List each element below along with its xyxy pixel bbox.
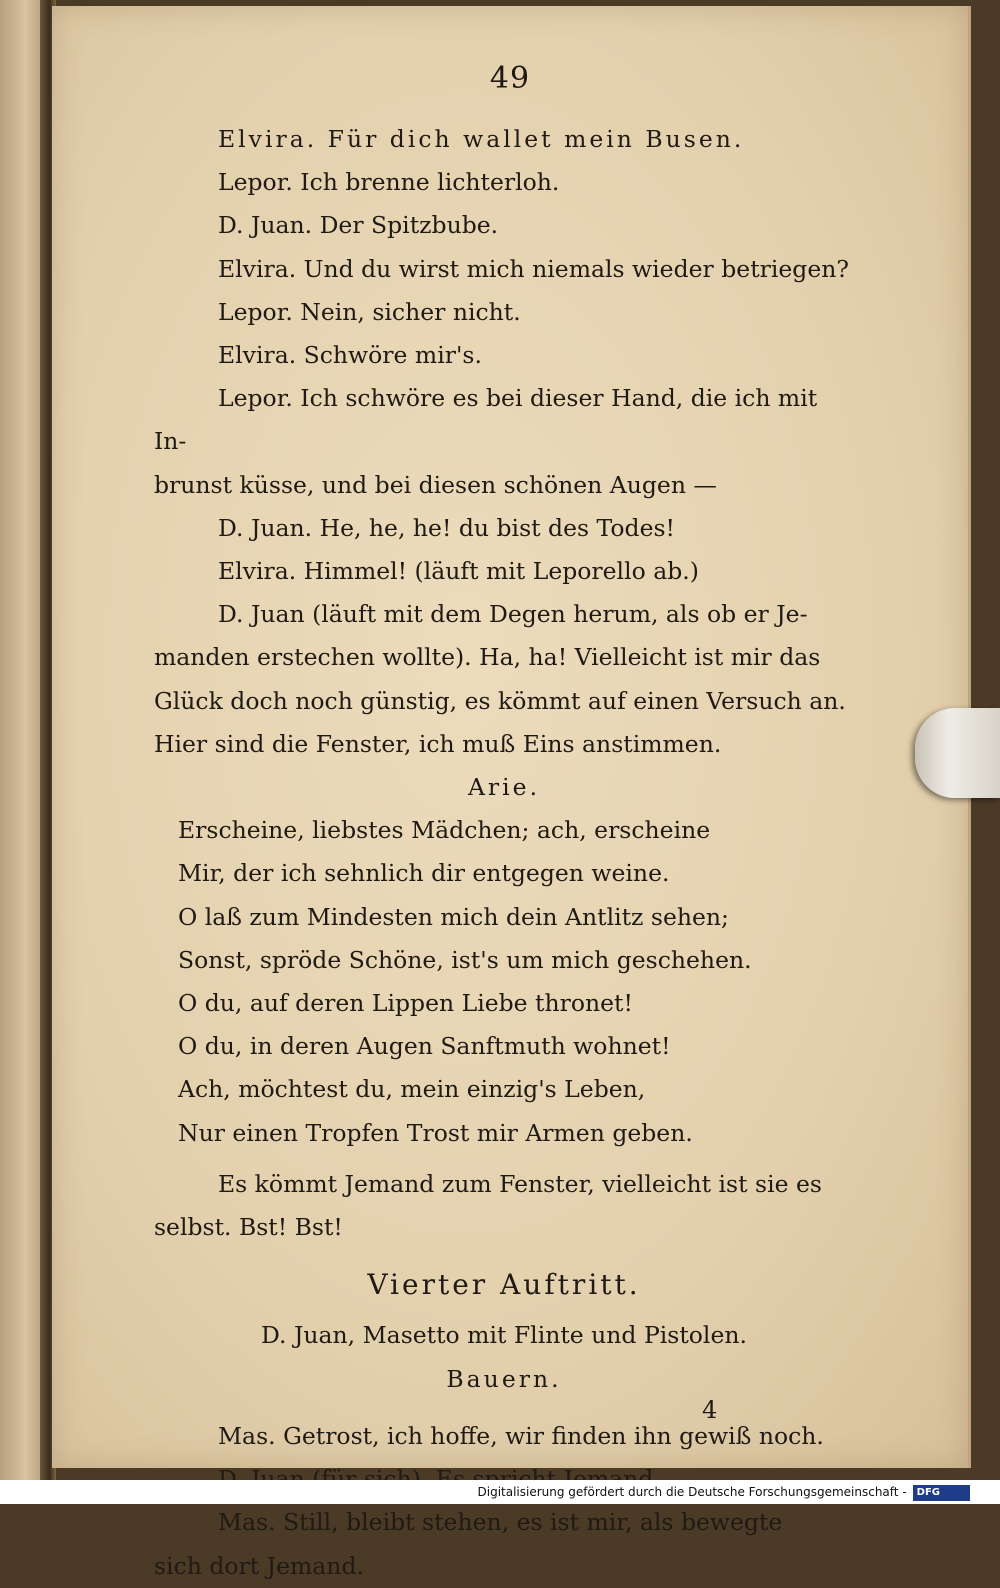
page-text — [154, 118, 854, 1588]
text-line: Lepor. Nein, sicher nicht. — [154, 291, 854, 334]
dfg-logo: DFG — [913, 1485, 970, 1501]
text-line: D. Juan. He, he, he! du bist des Todes! — [154, 507, 854, 550]
footer-text — [478, 1485, 1000, 1499]
verse-line: O laß zum Mindesten mich dein Antlitz sehen; — [154, 896, 854, 939]
text-line: Elvira. Für dich wallet mein Busen. — [154, 118, 854, 161]
footer-credit: Digitalisierung gefördert durch die Deutsche Forschungsgemeinschaft - — [478, 1485, 907, 1499]
text-line: Lepor. Ich schwöre es bei dieser Hand, die ich mit In- — [154, 377, 854, 463]
text-line: Lepor. Ich brenne lichterloh. — [154, 161, 854, 204]
text-line: Hier sind die Fenster, ich muß Eins anstimmen. — [154, 723, 854, 766]
text-line: Mas. Still, bleibt stehen, es ist mir, als bewegte — [154, 1501, 854, 1544]
text-line: Mas. Getrost, ich hoffe, wir finden ihn gewiß noch. — [154, 1415, 854, 1458]
text-line: D. Juan. Der Spitzbube. — [154, 204, 854, 247]
page-number: 49 — [52, 61, 968, 96]
text-line: Es kömmt Jemand zum Fenster, vielleicht ist sie es — [154, 1163, 854, 1206]
text-line: Elvira. Schwöre mir's. — [154, 334, 854, 377]
verse-line: Nur einen Tropfen Trost mir Armen geben. — [154, 1112, 854, 1155]
text-line: manden erstechen wollte). Ha, ha! Vielleicht ist mir das — [154, 636, 854, 679]
text-line: selbst. Bst! Bst! — [154, 1206, 854, 1249]
verse-line: Mir, der ich sehnlich dir entgegen weine. — [154, 852, 854, 895]
text-line: Elvira. Und du wirst mich niemals wieder betriegen? — [154, 248, 854, 291]
text-line: Glück doch noch günstig, es kömmt auf einen Versuch an. — [154, 680, 854, 723]
scene-cast: D. Juan, Masetto mit Flinte und Pistolen. — [154, 1314, 854, 1357]
verse-line: Sonst, spröde Schöne, ist's um mich geschehen. — [154, 939, 854, 982]
verse-line: O du, in deren Augen Sanftmuth wohnet! — [154, 1025, 854, 1068]
text-line: D. Juan (läuft mit dem Degen herum, als ob er Je- — [154, 593, 854, 636]
text-line: Elvira. Himmel! (läuft mit Leporello ab.) — [154, 550, 854, 593]
bookmark-clip — [915, 708, 1000, 798]
signature-mark: 4 — [702, 1396, 717, 1424]
verse-line: Ach, möchtest du, mein einzig's Leben, — [154, 1068, 854, 1111]
text-line: sich dort Jemand. — [154, 1545, 854, 1588]
book-page — [52, 6, 971, 1468]
digitization-footer — [0, 1480, 1000, 1504]
aria-title: Arie. — [154, 766, 854, 809]
verse-line: Erscheine, liebstes Mädchen; ach, erscheine — [154, 809, 854, 852]
text-line: brunst küsse, und bei diesen schönen Augen — — [154, 464, 854, 507]
scene-cast: Bauern. — [154, 1358, 854, 1401]
scene-heading: Vierter Auftritt. — [154, 1263, 854, 1306]
verse-line: O du, auf deren Lippen Liebe thronet! — [154, 982, 854, 1025]
